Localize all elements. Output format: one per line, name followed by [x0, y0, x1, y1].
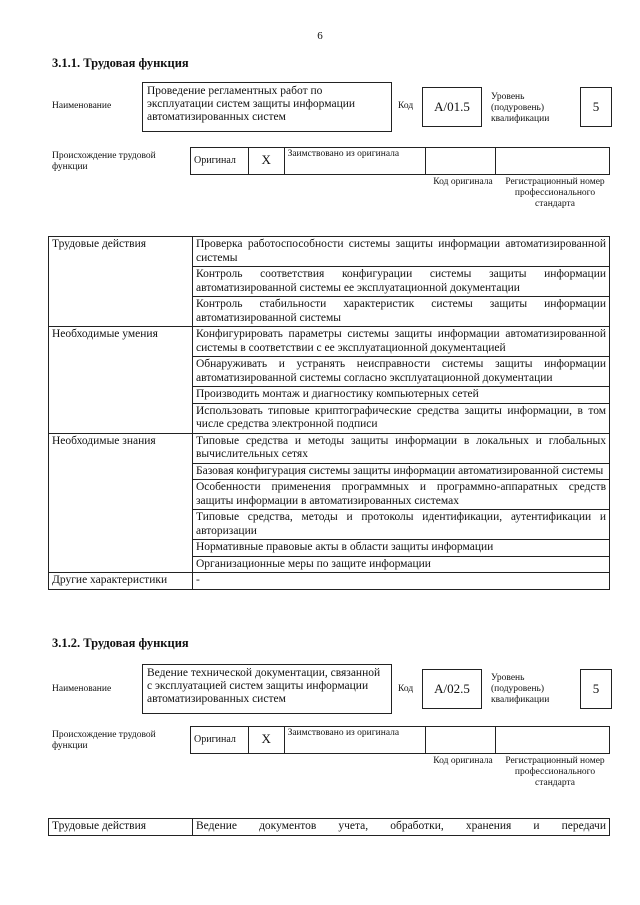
function-table-2: [48, 818, 610, 836]
function-code-box-2: А/02.5: [422, 669, 482, 709]
name-label-1: Наименование: [52, 101, 112, 111]
knowledge-item: Особенности применения программных и программно-аппаратных средств защиты информации в автоматизированных системах: [193, 480, 610, 510]
function-table-1: [48, 236, 610, 590]
origin-row-2: [190, 726, 610, 754]
skill-item: Обнаруживать и устранять неисправности системы защиты информации автоматизированной системы согласно эксплуатационной документации: [193, 357, 610, 387]
original-label-2: Оригинал: [191, 727, 249, 753]
name-label-2: Наименование: [52, 684, 112, 694]
original-mark-1: X: [249, 148, 285, 174]
table-row: [49, 237, 610, 267]
code-label-2: Код: [398, 684, 414, 694]
knowledge-item: Типовые средства и методы защиты информации в локальных и глобальных вычислительных сетях: [193, 433, 610, 463]
code-original-label-1: Код оригинала: [433, 177, 493, 187]
labor-action-item: Проверка работоспособности системы защиты информации автоматизированной системы: [193, 237, 610, 267]
labor-action-item-2: Ведение документов учета, обработки, хранения и передачи: [193, 819, 610, 836]
level-box-1: 5: [580, 87, 612, 127]
function-name-box-1: Проведение регламентных работ по эксплуатации систем защиты информации автоматизированных систем: [142, 82, 392, 132]
original-mark-2: X: [249, 727, 285, 753]
borrowed-label-1: Заимствовано из оригинала: [285, 148, 426, 174]
reg-number-cell-1: [496, 148, 609, 174]
knowledge-item: Организационные меры по защите информации: [193, 556, 610, 573]
knowledge-item: Нормативные правовые акты в области защиты информации: [193, 540, 610, 557]
skill-item: Использовать типовые криптографические средства защиты информации, в том числе средства электронной подписи: [193, 403, 610, 433]
skill-item: Конфигурировать параметры системы защиты информации автоматизированной системы в соответствии с ее эксплуатационной документацией: [193, 327, 610, 357]
code-original-label-2: Код оригинала: [433, 756, 493, 766]
skill-item: Производить монтаж и диагностику компьютерных сетей: [193, 387, 610, 404]
origin-label-1: Происхождение трудовой функции: [52, 151, 156, 172]
original-label-1: Оригинал: [191, 148, 249, 174]
code-label-1: Код: [398, 101, 414, 111]
other-value: -: [193, 573, 610, 590]
table-row: [49, 433, 610, 463]
labor-action-item: Контроль соответствия конфигурации системы защиты информации автоматизированной системы ее эксплуатационной документации: [193, 267, 610, 297]
reg-number-label-1: Регистрационный номер профессионального стандарта: [505, 177, 605, 209]
function-name-box-2: Ведение технической документации, связанной с эксплуатацией систем защиты информации автоматизированных систем: [142, 664, 392, 714]
origin-row-1: [190, 147, 610, 175]
labor-actions-label: Трудовые действия: [49, 237, 193, 327]
skills-label: Необходимые умения: [49, 327, 193, 434]
borrowed-label-2: Заимствовано из оригинала: [285, 727, 426, 753]
level-box-2: 5: [580, 669, 612, 709]
level-label-2: Уровень (подуровень) квалификации: [491, 673, 550, 705]
table-row: [49, 327, 610, 357]
reg-number-cell-2: [496, 727, 609, 753]
labor-action-item: Контроль стабильности характеристик системы защиты информации автоматизированной системы: [193, 297, 610, 327]
reg-number-label-2: Регистрационный номер профессионального стандарта: [505, 756, 605, 788]
origin-label-2: Происхождение трудовой функции: [52, 730, 156, 751]
table-row: [49, 573, 610, 590]
other-label: Другие характеристики: [49, 573, 193, 590]
function-heading-2: 3.1.2. Трудовая функция: [52, 636, 189, 650]
function-heading-1: 3.1.1. Трудовая функция: [52, 56, 189, 70]
page-number: 6: [317, 30, 323, 42]
knowledge-item: Базовая конфигурация системы защиты информации автоматизированной системы: [193, 463, 610, 480]
knowledge-label: Необходимые знания: [49, 433, 193, 573]
knowledge-item: Типовые средства, методы и протоколы идентификации, аутентификации и авторизации: [193, 510, 610, 540]
code-original-cell-1: [426, 148, 496, 174]
code-original-cell-2: [426, 727, 496, 753]
labor-actions-label-2: Трудовые действия: [49, 819, 193, 836]
level-label-1: Уровень (подуровень) квалификации: [491, 92, 550, 124]
function-code-box-1: А/01.5: [422, 87, 482, 127]
table-row: [49, 819, 610, 836]
